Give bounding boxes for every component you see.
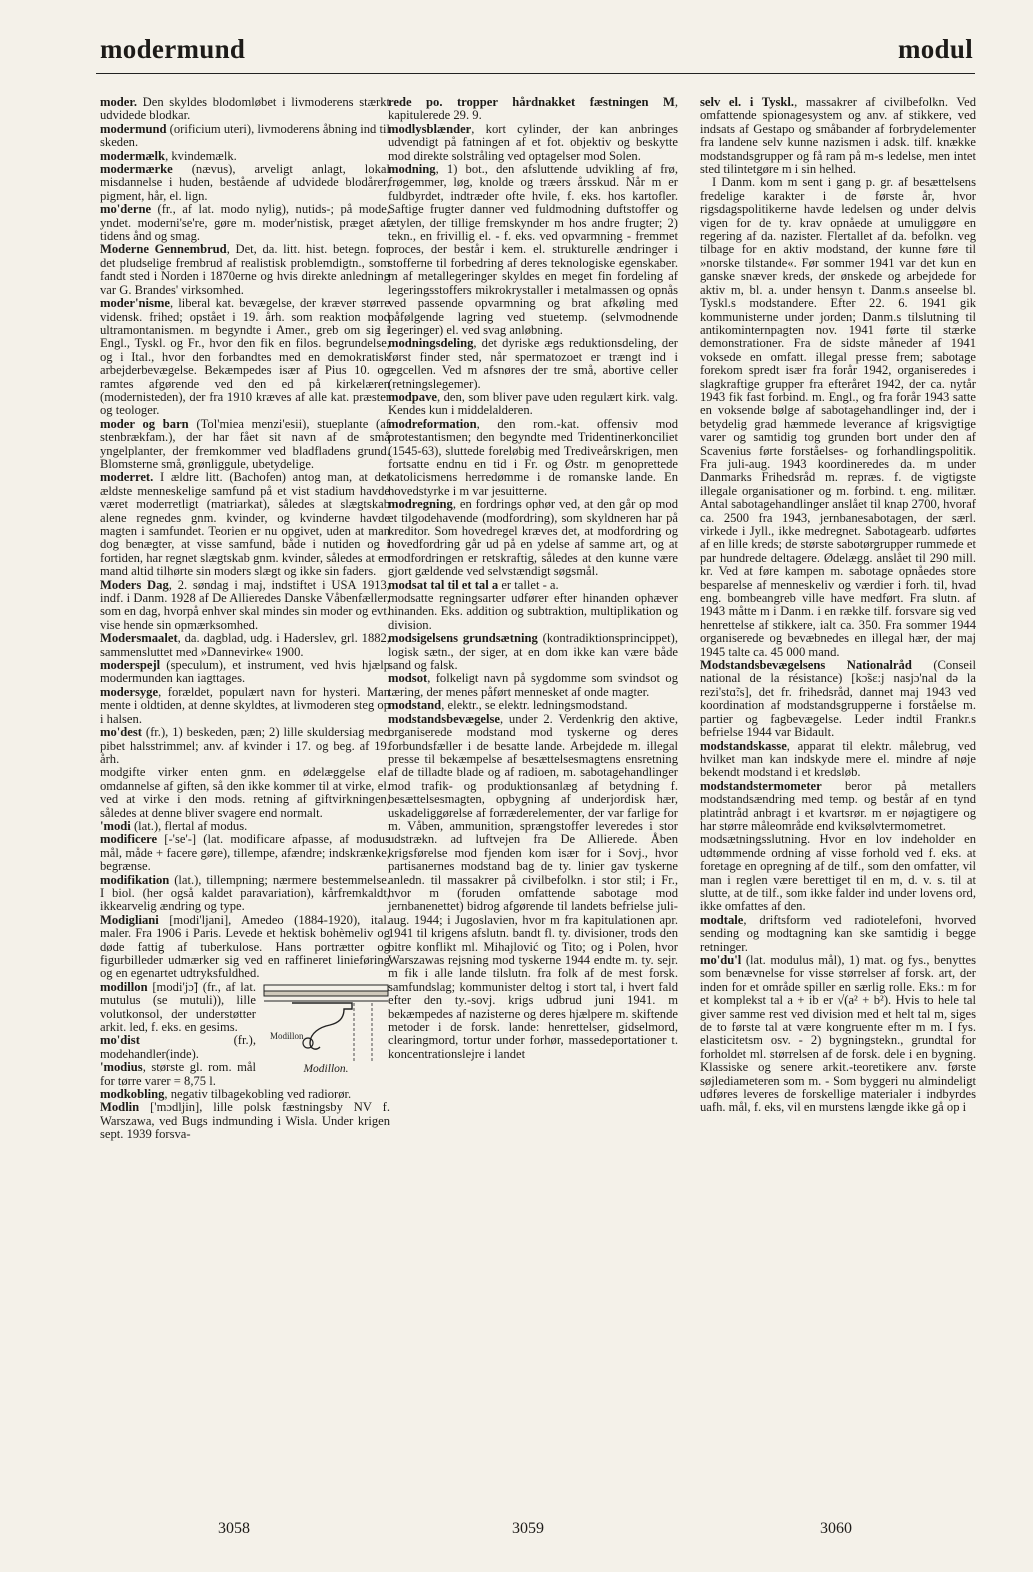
dictionary-entry: modsætningsslutning. Hvor en lov indeholder en udtømmende ordning af visse forhold ved f. eks. at foretage en opregning af de tilf., som den omfatter, vil man i reglen være berettiget til en m, d. v. s. til at slutte, at de tilf., som ikke falder ind under lovens ord, ikke omfattes af den. xyxy=(700,832,976,914)
figure-caption: Modillon. xyxy=(303,1062,349,1075)
headword: Moders Dag xyxy=(100,577,169,592)
headword: modermælk xyxy=(100,148,166,163)
headword: moder'nisme xyxy=(100,296,170,311)
dictionary-entry: 'modi (lat.), flertal af modus. xyxy=(100,818,248,833)
headword: modkobling xyxy=(100,1087,165,1102)
dictionary-entry: modifikation (lat.), tillempning; nærmere bestemmelse. I biol. (her også kaldet paravariation), kårfremkaldt, ikkearvelig ændring og type. xyxy=(100,872,390,914)
dictionary-entry: modpave, den, som bliver pave uden regulært kirk. valg. Kendes kun i middelalderen. xyxy=(388,389,678,418)
headword: modning xyxy=(388,162,436,177)
dictionary-entry: mo'dest (fr.), 1) beskeden, pæn; 2) lille skuldersiag med pibet halsstrimmel; anv. af kvinder i 17. og beg. af 19. årh. xyxy=(100,725,390,766)
dictionary-entry: rede po. tropper hårdnakket fæstningen M, kapitulerede 29. 9. xyxy=(388,95,678,123)
headword: modificere xyxy=(100,832,165,847)
headword: modersyge xyxy=(100,684,159,699)
dictionary-entry: modreformation, den rom.-kat. offensiv mod protestantismen; den begyndte med Tridentinerkonciliet (1545-63), sluttede foreløbig med Trediveårskrigen, men fortsatte endnu en tid i Fr. og Østr. m genoprettede katolicismens herredømme i de romanske lande. En hovedstyrke i m var jesuitterne. xyxy=(388,416,678,498)
dictionary-entry: modsat tal til et tal a er tallet - a. xyxy=(388,577,559,592)
dictionary-entry: modgifte virker enten gnm. en ødelæggelse el. omdannelse af giften, så den ikke kommer til at virke, el. ved at virke i den mods. retning af giftvirkningen, således at denne bliver svagere end normalt. xyxy=(100,765,390,820)
dictionary-entry: 'modius, største gl. rom. mål for tørre varer = 8,75 l. xyxy=(100,1060,256,1088)
dictionary-entry: mo'du'l (lat. modulus mål), 1) mat. og fys., benyttes som benævnelse for visse størrelser af forsk. art, der inden for et område spiller en særlig rolle. Eks.: m for et komplekst tal a + ib er √(a² + b²). Hvis to hele tal giver samme rest ved division med et helt tal m, siges de to første tal at være kongruente efter m m. I fys. elasticitetsm osv. - 2) bygningstekn., grundtal for forholdet ml. størrelsen af de forsk. dele i en bygning. Klassiske og senere arkit.-teoretikere anv. første søjlediameteren som m. - Som byggeri nu almindeligt udføres leveres de forskellige materialer i indbyrdes uafh. mål, f. eks, vil en murstens længde ikke gå op i xyxy=(700,953,976,1115)
column-3 xyxy=(700,96,976,1115)
dictionary-entry: modstandstermometer beror på metallers modstandsændring med temp. og består af en tynd platintråd anbragt i et kvartsrør. m er nøjagtigere og har større måleområde end kviksølvtermometret. xyxy=(700,778,976,833)
dictionary-entry: modstandskasse, apparat til elektr. målebrug, ved hvilket man kan indskyde mere el. mindre af nøje bekendt modstand i et kredsløb. xyxy=(700,738,976,780)
dictionary-entry: mo'derne (fr., af lat. modo nylig), nutids-; på mode, yndet. moderni'se're, gøre m. moder'nistisk, præget af tidens ånd og smag. xyxy=(100,202,390,244)
dictionary-entry: modillon [modi'jɔ̃] (fr., af lat. mutulus (se mutuli)), lille volutkonsol, der understøtter arkit. led, f. eks. en gesims. xyxy=(100,979,256,1035)
dictionary-entry: Modersmaalet, da. dagblad, udg. i Haderslev, grl. 1882, sammensluttet med »Dannevirke« 1900. xyxy=(100,631,390,659)
dictionary-entry: Moders Dag, 2. søndag i maj, indstiftet i USA 1913, indf. i Danm. 1928 af De Allieredes Danske Våbenfæller, som en dag, hvorpå enhver skal mindes sin moder og evt. vise hende sin opmærksomhed. xyxy=(100,577,390,632)
dictionary-entry: moderspejl (speculum), et instrument, ved hvis hjælp modermunden kan iagttages. xyxy=(100,658,390,686)
dictionary-entry: modstandsbevægelse, under 2. Verdenkrig den aktive, organiserede modstand mod tyskerne og deres forbundsfæller i de besatte lande. Arbejdede m. illegal presse til bekæmpelse af besættelsesmagtens ensretning af de tilladte blade og af radioen, m. sabotagehandlinger mod trafik- og produktionsanlæg af betydning f. besættelsesmagten, opbygning af underjordisk hær, uskadeliggørelse af forræderelementer, der var farlige for m. Våben, ammunition, sprængstoffer leveredes i stor udstrækn. ad luftvejen fra De Allierede. Åben krigsførelse mod fjenden kom især for i Sovj., hvor partisanernes modstand bag de ty. linier gav tyskerne anledn. til massakrer på civilbefolkn. i stor stil; i Fr., hvor m (foruden omfattende sabotage mod jernbanenettet) bidrog afgørende til landets befrielse juli-aug. 1944; i Jugoslavien, hvor m fra kapitulationen apr. 1941 til krigens afslutn. bandt fl. ty. divisioner, trods den bitre konflikt ml. Mihajlović og Tito; og i Polen, hvor Warszawas rejsning mod tyskerne 1944 endte m. ty. sejr. m fik i alle lande tilslutn. fra folk af de mest forsk. samfundslag; kommunister deltog i stort tal, i hvert fald efter den ty.-sovj. krigs udbrud juni 1941. m bekæmpedes af nazisterne og deres hjælpere m. skiftende metoder i de forsk. lande: henrettelser, gidselmord, clearingmord, tortur under forhør, massedeportationer t. koncentrationslejre i landet xyxy=(388,711,678,1061)
dictionary-entry: modningsdeling, det dyriske ægs reduktionsdeling, der først finder sted, når spermatozoet er trængt ind i ægcellen. Ved m afsnøres der tre små, abortive celler (retningslegemer). xyxy=(388,336,678,391)
dictionary-entry: moder og barn (Tol'miea menzi'esii), stueplante (af stenbrækfam.), der har fået sit navn af de små yngelplanter, der fremkommer ved bladfladens grund. Blomsterne små, grønliggule, ubetydelige. xyxy=(100,416,390,471)
dictionary-entry: moder'nisme, liberal kat. bevægelse, der kræver større vidensk. frihed; opstået i 19. årh. som reaktion mod ultramontanismen. m begyndte i Amer., greb om sig i Engl., Tyskl. og Fr., hvor den fik en filos. begrundelse, og i Ital., hvor den forbandtes med en demokratisk arbejderbevægelse. Bekæmpedes især af Pius 10. og ramtes afgørende ved den ed på kirkelæren (modernisteden), der fra 1910 kræves af alle kat. præster og teologer. xyxy=(100,296,390,418)
headword: modermærke xyxy=(100,162,192,177)
headword: 'modius xyxy=(100,1060,143,1075)
dictionary-entry: modsigelsens grundsætning (kontradiktionsprincippet), logisk sætn., der siger, at en dom ikke kan være både sand og falsk. xyxy=(388,631,678,673)
headword: modningsdeling xyxy=(388,336,474,351)
dictionary-entry: modsot, folkeligt navn på sygdomme som svindsot og tæring, der menes påført mennesket af onde magter. xyxy=(388,671,678,699)
headword: mo'dist xyxy=(100,1033,234,1048)
headword: modstandstermometer xyxy=(700,778,822,793)
headword: Modstandsbevægelsens Nationalråd xyxy=(700,658,934,673)
dictionary-entry: modtale, driftsform ved radiotelefoni, hvorved sending og modtagning kan ske samtidig i begge retninger. xyxy=(700,912,976,954)
dictionary-entry: modersyge, forældet, populært navn for hysteri. Man mente i oldtiden, at denne skyldtes, at livmoderen steg op i halsen. xyxy=(100,684,390,726)
headword: modstandskasse xyxy=(700,738,787,753)
dictionary-entry: Modigliani [modi'ljani], Amedeo (1884-1920), ital. maler. Fra 1906 i Paris. Levede et hektisk bohèmeliv og døde fattig af tuberkulose. Hans portrætter og figurbilleder udmærker sig ved en raffineret linieføring og en egenartet udtryksfuldhed. xyxy=(100,912,390,981)
page-number-left: 3058 xyxy=(218,1520,250,1537)
running-head-right: modul xyxy=(897,34,973,64)
headword: modillon xyxy=(100,979,153,994)
page-number-middle: 3059 xyxy=(512,1520,544,1537)
running-head-left: modermund xyxy=(100,34,246,64)
headword: Modlin xyxy=(100,1100,151,1115)
headword: modpave xyxy=(388,389,437,404)
headword: modsat tal til et tal a xyxy=(388,577,499,592)
dictionary-entry: Moderne Gennembrud, Det, da. litt. hist. betegn. for det pludselige frembrud af realistisk problemdigtn., som fandt sted i Norden i 1870erne og hvis direkte anledning var G. Brandes' virksomhed. xyxy=(100,242,390,297)
headword: moderret. xyxy=(100,470,154,485)
headword: moder. xyxy=(100,95,137,109)
modillon-illustration xyxy=(262,983,390,1063)
dictionary-entry: modermælk, kvindemælk. xyxy=(100,148,237,163)
headword: modtale xyxy=(700,912,744,927)
headword: modsot xyxy=(388,671,428,686)
headword: Modigliani xyxy=(100,912,170,927)
headword: modreformation xyxy=(388,416,477,431)
headword: modlysblænder xyxy=(388,121,472,136)
dictionary-entry: modificere [-'se'-] (lat. modificare afpasse, af modus mål, måde + facere gøre), tillempe, afændre; indskrænke, begrænse. xyxy=(100,832,391,874)
dictionary-entry: moderret. I ældre litt. (Bachofen) antog man, at det ældste menneskelige samfund på et vist stadium havde været moderretligt (matriarkat), således at slægtskab alene regnedes gnm. kvinder, og kvinderne havde magten i samfundet. Teorien er nu opgivet, uden at man dog benægter, at visse samfund, både i nutiden og i fortiden, har regnet slægtskab gnm. kvinder, således at en mand altid tilhørte sin moders slægt og ikke sin faders. xyxy=(100,470,390,579)
headword: modstand xyxy=(388,698,442,713)
dictionary-entry: modkobling, negativ tilbagekobling ved radiorør. xyxy=(100,1087,352,1102)
headword: modregning xyxy=(388,497,453,512)
dictionary-entry: selv el. i Tyskl., massakrer af civilbefolkn. Ved omfattende spionagesystem og anv. af stikkere, ved indsats af Gestapo og småbander af forbrydelementer fra landene selv kunne nazismen i adsk. tilf. knække modstandsgrupper og få ram på m-s ledelse, men intet sted tilintetgøre m i sin helhed. xyxy=(700,95,976,177)
dictionary-entry: mo'dist (fr.), modehandler(inde). xyxy=(100,1033,256,1061)
dictionary-entry: modregning, en fordrings ophør ved, at den går op mod et tilgodehavende (modfordring), som skyldneren har på kreditor. Som hovedregel kræves det, at modfordring og hovedfordring går ud på en ydelse af samme art, og at modfordringen er retskraftig, således at den kunne være gjort gældende ved selvstændigt søgsmål. xyxy=(388,497,678,579)
headword: mo'derne xyxy=(100,202,158,217)
headword: modstandsbevægelse xyxy=(388,711,500,726)
dictionary-entry: moder. Den skyldes blodomløbet i livmoderens stærkt udvidede blodkar. xyxy=(100,95,390,123)
dictionary-entry: modsatte regningsarter udfører efter hinanden ophæver hinanden. Eks. addition og subtraktion, multiplikation og division. xyxy=(388,591,678,632)
dictionary-entry: Modstandsbevægelsens Nationalråd (Conseil national de la résistance) [kɔ̃sɛ:j nasjɔ'nal də la rezi'stɑ̃:s], det fr. frihedsråd, dannet maj 1943 ved koordination af modstandsgrupperne i forståelse m. partier og fagbevægelse. Leder indtil Frankr.s befrielse 1944 var Bidault. xyxy=(700,658,976,740)
headword: modsigelsens grundsætning xyxy=(388,631,543,646)
column-2 xyxy=(388,96,678,1061)
headword: 'modi xyxy=(100,818,134,833)
page-number-right: 3060 xyxy=(820,1520,852,1537)
headword: Modersmaalet xyxy=(100,631,178,646)
dictionary-entry: Modlin ['mɔdljin], lille polsk fæstningsby NV f. Warszawa, ved Bugs indmunding i Wisla. Under krigen sept. 1939 forsva- xyxy=(100,1100,390,1142)
headword: selv el. i Tyskl. xyxy=(700,95,795,109)
headword: modifikation xyxy=(100,872,175,887)
dictionary-entry: modning, 1) bot., den afsluttende udvikling af frø, frøgemmer, løg, knolde og træers årsskud. Når m er fuldbyrdet, indtræder ofte hvile, f. eks. hos kartofler. Saftige frugter danner ved fuldmodning duftstoffer og ætylen, der tillige fremskynder m hos andre frugter; 2) tekn., en frivillig el. - f. eks. ved opvarmning - fremmet proces, der består i kem. el. strukturelle ændringer i stofferne til forbedring af deres teknologiske egenskaber. m af metallegeringer skyldes en meget fin fordeling af legeringsstoffers mikrokrystaller i metalmassen og opnås ved passende opvarmning og brat afkøling med påfølgende lagring ved stuetemp. (selvmodnende legeringer) el. ved svag anløbning. xyxy=(388,162,678,337)
headword: rede po. tropper hårdnakket fæstningen M xyxy=(388,95,675,109)
headword: moderspejl xyxy=(100,658,167,673)
figure-label: Modillon xyxy=(270,1030,304,1041)
headword: modermund xyxy=(100,121,170,136)
headword: mo'dest xyxy=(100,725,146,740)
headword: mo'du'l xyxy=(700,953,746,967)
dictionary-entry: I Danm. kom m sent i gang p. gr. af besættelsens fredelige karakter i de første år, hvor rigsdagspolitikerne havde ledelsen og under delvis vigen for de ty. krav opnåede at umuliggøre en regering af da. nazister. Flertallet af da. befolkn. veg tilbage for en aktiv modstand, der kunne føre til »norske tilstande«. Før sommer 1941 var det kun en ganske snæver kreds, der ønskede og arbejdede for aktiv m, bl. a. under hensyn t. Danm.s anseelse bl. Tyskl.s modstandere. Efter 22. 6. 1941 gik kommunisterne under jorden; Danm.s tilslutning til antikominternpagten nov. 1941 førte til stærke demonstrationer. Fra de sidste måneder af 1941 voksede en omfatt. illegal presse frem; sabotage forekom spredt især fra forår 1942, organiseredes i slagkraftige grupper fra efteråret 1942, der ca. nytår 1943 fik fast forbind. m. Engl., og fra forår 1943 satte en voksende bølge af sabotagehandlinger ind, der i betydelig grad hæmmede leverance af krigsvigtige varer og samtidig tog grunden bort under den af Scavenius førte forståelses- og forhandlingspolitik. Fra juli-aug. 1943 koordineredes da. m under Danmarks Frihedsråd m. repræs. f. de vigtigste illegale organisationer og m. forbind. t. eng. militær. Antal sabotagehandlinger anslået til knap 2700, hvoraf ca. 2500 fra 1943, jernbanesabotagen, der særl. virkede i Jyll., ikke medregnet. Sabotagearb. udførtes af en lille kreds; de største sabotørgrupper rummede et par hundrede deltagere. Ødelægg. anslået til 290 mill. kr. Ved at føre kampen m. sabotage opnåedes store besparelse af menneskeliv og værdier i forh. til, hvad eng. bombeangreb ville have medført. Fra slutn. af 1943 måtte m i Danm. i en række tilf. forsvare sig ved henrettelse af stikkere, ialt ca. 350. Fra sommer 1944 organiserede og bevæbnedes en illegal hær, der maj 1945 talte ca. 45 000 mand. xyxy=(700,175,976,659)
headword: moder og barn xyxy=(100,416,197,431)
dictionary-entry: modermund (orificium uteri), livmoderens åbning ind til skeden. xyxy=(100,121,391,150)
dictionary-entry: modstand, elektr., se elektr. ledningsmodstand. xyxy=(388,698,628,713)
headword: Moderne Gennembrud xyxy=(100,242,227,257)
modillon-figure xyxy=(262,983,390,1077)
dictionary-entry: modermærke (nævus), arveligt anlagt, lokal misdannelse i huden, bestående af udvidede blodårer, pigment, hår, el. lign. xyxy=(100,162,390,203)
column-1 xyxy=(100,96,390,1142)
dictionary-entry: modlysblænder, kort cylinder, der kan anbringes udvendigt på fatningen af et fot. objektiv og beskytte mod direkte solstråling ved optagelser mod Solen. xyxy=(388,121,678,163)
header-rule xyxy=(96,73,975,74)
